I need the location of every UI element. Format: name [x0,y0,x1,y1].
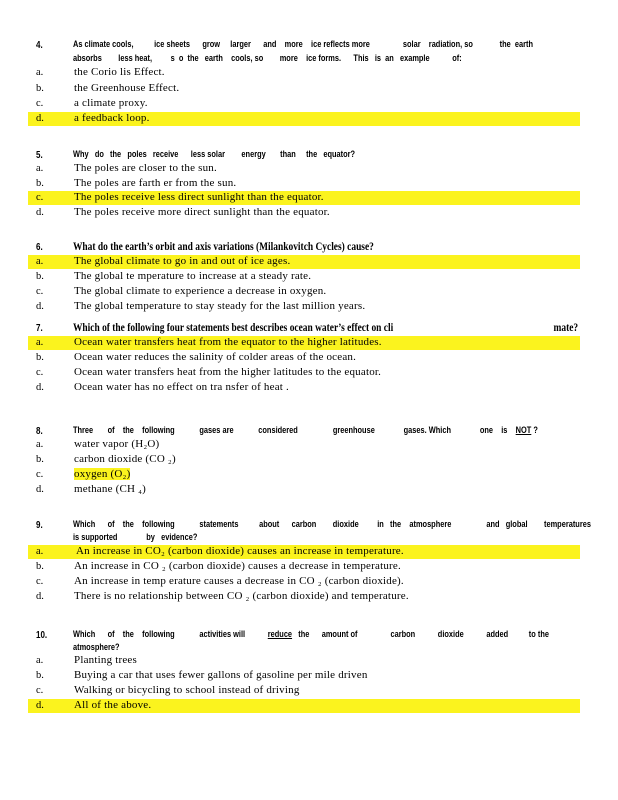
question-stem: As climate cools, ice sheets grow larger and more ice reflects more solar radiation, so the earth [73,39,533,50]
question-number: 5. [36,150,43,161]
question-number: 8. [36,426,43,437]
option-b[interactable]: b. Buying a car that uses fewer gallons of gasoline per mile driven [36,669,368,681]
question-stem-line2: atmosphere? [73,642,120,653]
not-emphasis: NOT [515,425,532,436]
option-d-highlighted[interactable]: d. All of the above. [28,699,580,713]
option-a[interactable]: a. Planting trees [36,654,137,666]
option-b[interactable]: b. The global te mperature to increase at a steady rate. [36,270,312,282]
question-number: 6. [36,242,43,253]
option-c-highlighted-text: oxygen (O₂) [74,468,131,480]
option-b[interactable]: b. The poles are farth er from the sun. [36,177,237,189]
question-stem: Which of the following statements about carbon dioxide in the atmosphere and global temperatures [73,519,591,530]
option-a[interactable]: a. water vapor (H₂O) [36,438,160,450]
option-d-highlighted[interactable]: d. a feedback loop. [28,112,580,126]
option-d[interactable]: d. methane (CH ₄) [36,483,147,495]
option-b[interactable]: b. the Greenhouse Effect. [36,82,180,94]
option-c-highlighted[interactable]: c. The poles receive less direct sunlight than the equator. [28,191,580,205]
option-b[interactable]: b. Ocean water reduces the salinity of colder areas of the ocean. [36,351,357,363]
question-number: 10. [36,630,48,641]
option-b[interactable]: b. An increase in CO ₂ (carbon dioxide) causes a decrease in temperature. [36,560,401,572]
question-stem-line2: absorbs less heat, s o the earth cools, so more ice forms. This is an example of: [73,53,462,64]
option-a[interactable]: a. the Corio lis Effect. [36,66,165,78]
option-d[interactable]: d. The global temperature to stay steady for the last million years. [36,300,366,312]
option-a[interactable]: a. The poles are closer to the sun. [36,162,217,174]
option-d[interactable]: d. Ocean water has no effect on tra nsfer of heat . [36,381,289,393]
question-stem: What do the earth’s orbit and axis variations (Milankovitch Cycles) cause? [73,241,374,253]
question-stem: Why do the poles receive less solar energy than the equator? [73,149,356,160]
option-c[interactable]: c. Ocean water transfers heat from the higher latitudes to the equator. [36,366,382,378]
option-d[interactable]: d. There is no relationship between CO ₂ (carbon dioxide) and temperature. [36,590,409,602]
question-stem: Three of the following gases are considered greenhouse gases. Which one is NOT ? [73,425,538,436]
option-c[interactable]: c. The global climate to experience a decrease in oxygen. [36,285,327,297]
option-c[interactable]: c. An increase in temp erature causes a decrease in CO ₂ (carbon dioxide). [36,575,404,587]
question-number: 9. [36,520,43,531]
reduce-emphasis: reduce [267,629,293,640]
question-stem-line2: is supported by evidence? [73,532,198,543]
option-a-highlighted[interactable]: a. Ocean water transfers heat from the equator to the higher latitudes. [28,336,580,350]
question-stem: Which of the following activities will reduce the amount of carbon dioxide added to the [73,629,549,640]
option-c[interactable]: c. Walking or bicycling to school instead of driving [36,684,300,696]
option-d[interactable]: d. The poles receive more direct sunlight than the equator. [36,206,330,218]
question-number: 7. [36,323,43,334]
question-stem: Which of the following four statements best describes ocean water’s effect on cli mate? [73,322,579,334]
question-number: 4. [36,40,43,51]
option-a-highlighted[interactable]: a. The global climate to go in and out of ice ages. [28,255,580,269]
option-c[interactable]: c. a climate proxy. [36,97,148,109]
option-b[interactable]: b. carbon dioxide (CO ₂) [36,453,176,465]
option-c[interactable]: c. oxygen (O₂) [36,468,131,480]
option-a-highlighted[interactable]: a. An increase in CO₂ (carbon dioxide) causes an increase in temperature. [28,545,580,559]
